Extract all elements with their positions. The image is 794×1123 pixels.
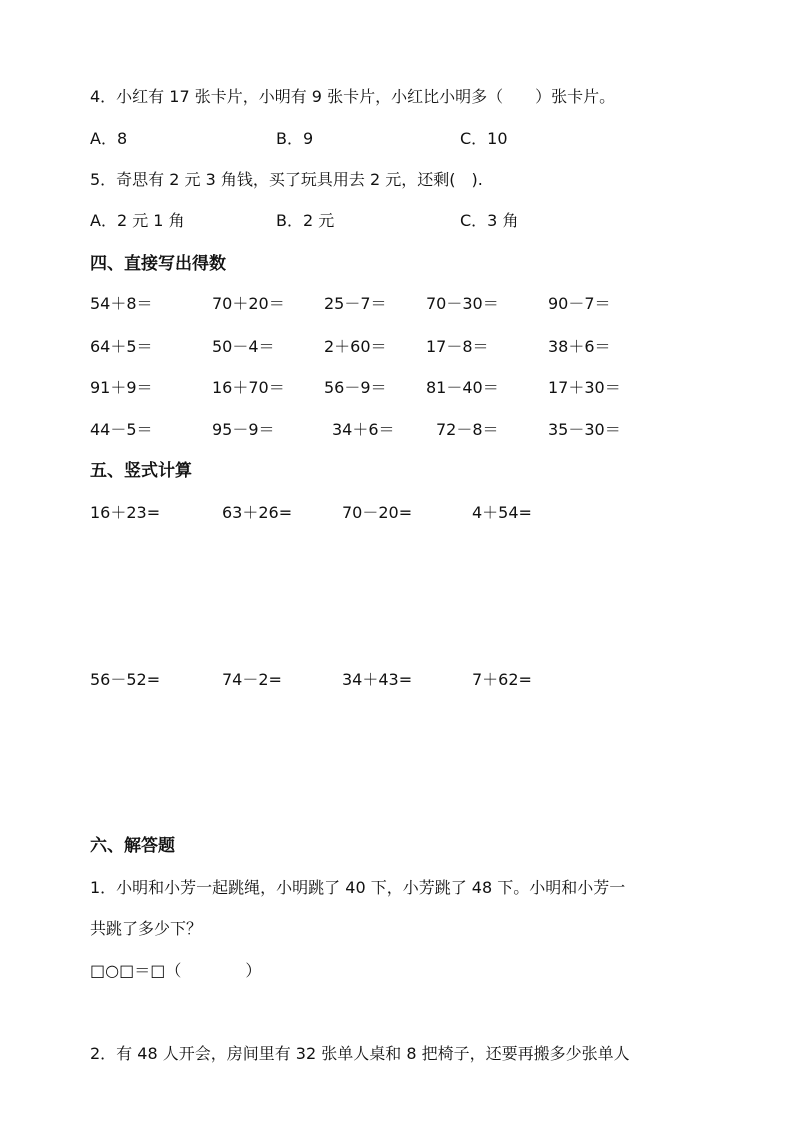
oral-problem: 90－7＝ [548, 294, 611, 313]
oral-problem: 17－8＝ [426, 337, 489, 356]
word-problem-2-line-1: 2．有 48 人开会，房间里有 32 张单人桌和 8 把椅子，还要再搬多少张单人 [90, 1044, 630, 1063]
oral-problem: 56－9＝ [324, 378, 387, 397]
oral-problem: 95－9＝ [212, 420, 275, 439]
vertical-problem: 70－20= [342, 503, 413, 522]
vertical-problem: 56－52= [90, 670, 161, 689]
oral-problem: 25－7＝ [324, 294, 387, 313]
oral-problem: 17＋30＝ [548, 378, 621, 397]
oral-problem: 70＋20＝ [212, 294, 285, 313]
oral-problem: 38＋6＝ [548, 337, 611, 356]
vertical-problem: 4＋54= [472, 503, 532, 522]
section-title: 六、解答题 [90, 836, 175, 856]
oral-problem: 2＋60＝ [324, 337, 387, 356]
oral-problem: 16＋70＝ [212, 378, 285, 397]
section-title: 五、竖式计算 [90, 461, 192, 481]
question-4: 4．小红有 17 张卡片，小明有 9 张卡片，小红比小明多（ ）张卡片。 [90, 87, 616, 106]
word-problem-1-line-1: 1．小明和小芳一起跳绳，小明跳了 40 下，小芳跳了 48 下。小明和小芳一 [90, 878, 626, 897]
option-b: B．2 元 [276, 211, 335, 230]
oral-problem: 34＋6＝ [332, 420, 395, 439]
vertical-problem: 34＋43= [342, 670, 413, 689]
word-problem-1-line-2: 共跳了多少下？ [90, 919, 203, 938]
answer-template: □○□＝□（ ） [90, 961, 262, 980]
vertical-problem: 16＋23= [90, 503, 161, 522]
oral-problem: 35－30＝ [548, 420, 621, 439]
option-a: A．2 元 1 角 [90, 211, 185, 230]
option-a: A．8 [90, 129, 128, 148]
option-c: C．10 [460, 129, 508, 148]
oral-problem: 50－4＝ [212, 337, 275, 356]
oral-problem: 81－40＝ [426, 378, 499, 397]
question-5: 5．奇思有 2 元 3 角钱，买了玩具用去 2 元，还剩( ). [90, 170, 483, 189]
oral-problem: 70－30＝ [426, 294, 499, 313]
oral-problem: 44－5＝ [90, 420, 153, 439]
option-b: B．9 [276, 129, 314, 148]
oral-problem: 91＋9＝ [90, 378, 153, 397]
section-title: 四、直接写出得数 [90, 254, 226, 274]
vertical-problem: 74－2= [222, 670, 282, 689]
oral-problem: 72－8＝ [436, 420, 499, 439]
oral-problem: 64＋5＝ [90, 337, 153, 356]
option-c: C．3 角 [460, 211, 519, 230]
vertical-problem: 63＋26= [222, 503, 293, 522]
vertical-problem: 7＋62= [472, 670, 532, 689]
oral-problem: 54＋8＝ [90, 294, 153, 313]
